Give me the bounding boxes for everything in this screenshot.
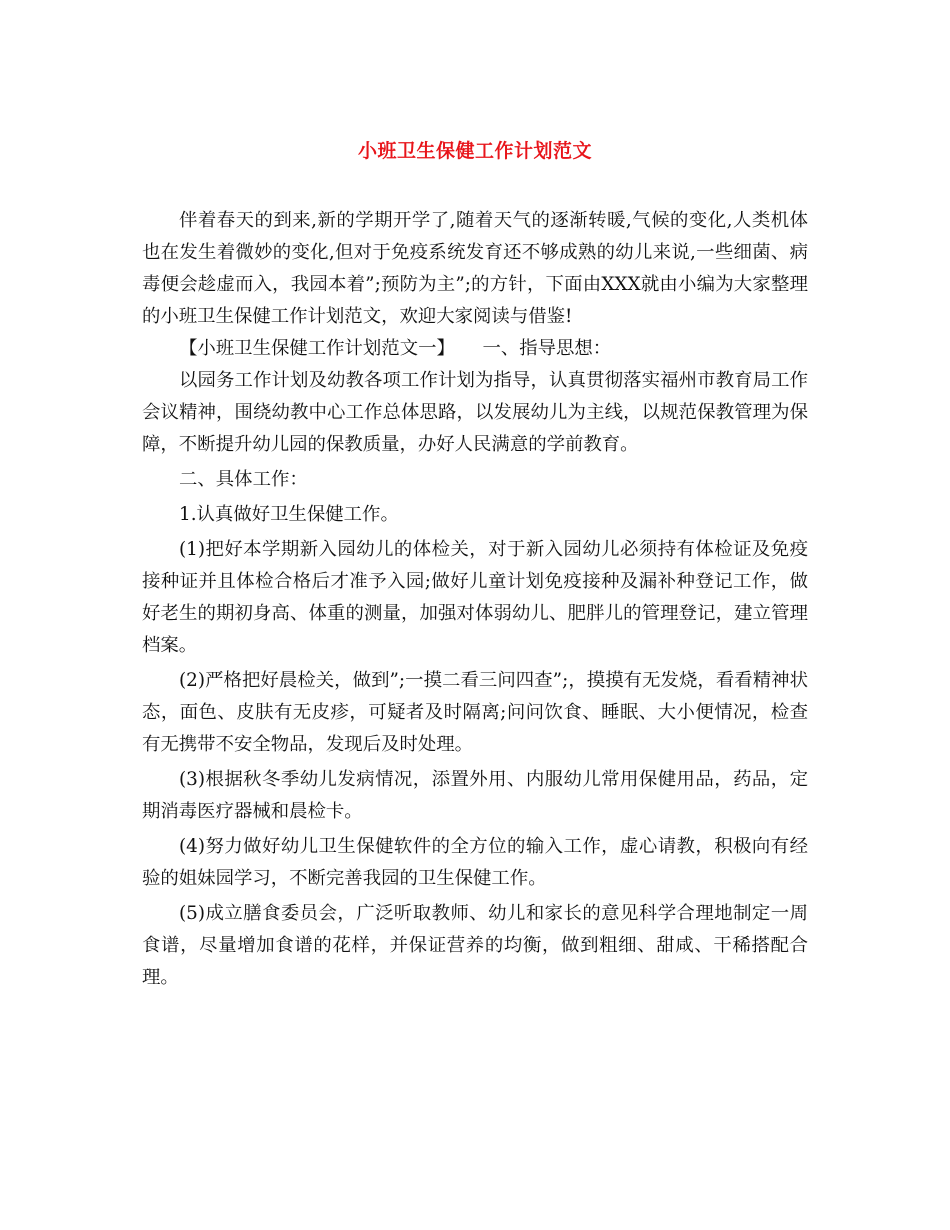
list-item-2: (2)严格把好晨检关，做到”;一摸二看三问四查”;，摸摸有无发烧，看看精神状态，面色、皮肤有无皮疹，可疑者及时隔离;问问饮食、睡眠、大小便情况，检查有无携带不安全物品，发现后及时处理。 <box>142 670 808 755</box>
item-heading-health-care: 1.认真做好卫生保健工作。 <box>179 504 399 525</box>
document-body <box>142 205 808 994</box>
section-heading-specific-work: 二、具体工作： <box>179 469 308 490</box>
section-heading-guiding-thoughts: 【小班卫生保健工作计划范文一】 一、指导思想： <box>179 338 612 359</box>
list-item-4: (4)努力做好幼儿卫生保健软件的全方位的输入工作，虚心请教，积极向有经验的姐妹园学习，不断完善我园的卫生保健工作。 <box>142 836 808 889</box>
intro-paragraph: 伴着春天的到来,新的学期开学了,随着天气的逐渐转暖,气候的变化,人类机体也在发生着微妙的变化,但对于免疫系统发育还不够成熟的幼儿来说,一些细菌、病毒便会趁虚而入，我园本着”;预防为主”;的方针，下面由XXX就由小编为大家整理的小班卫生保健工作计划范文，欢迎大家阅读与借鉴! <box>142 210 808 327</box>
document-title: 小班卫生保健工作计划范文 <box>357 140 592 162</box>
list-item-1: (1)把好本学期新入园幼儿的体检关，对于新入园幼儿必须持有体检证及免疫接种证并且体检合格后才准予入园;做好儿童计划免疫接种及漏补种登记工作，做好老生的期初身高、体重的测量，加强对体弱幼儿、肥胖儿的管理登记，建立管理档案。 <box>142 539 808 656</box>
list-item-5: (5)成立膳食委员会，广泛听取教师、幼儿和家长的意见科学合理地制定一周食谱，尽量增加食谱的花样，并保证营养的均衡，做到粗细、甜咸、干稀搭配合理。 <box>142 903 808 988</box>
guiding-thoughts-paragraph: 以园务工作计划及幼教各项工作计划为指导，认真贯彻落实福州市教育局工作会议精神，围绕幼教中心工作总体思路，以发展幼儿为主线，以规范保教管理为保障，不断提升幼儿园的保教质量，办好人民满意的学前教育。 <box>142 370 808 455</box>
list-item-3: (3)根据秋冬季幼儿发病情况，添置外用、内服幼儿常用保健用品，药品，定期消毒医疗器械和晨检卡。 <box>142 769 808 822</box>
